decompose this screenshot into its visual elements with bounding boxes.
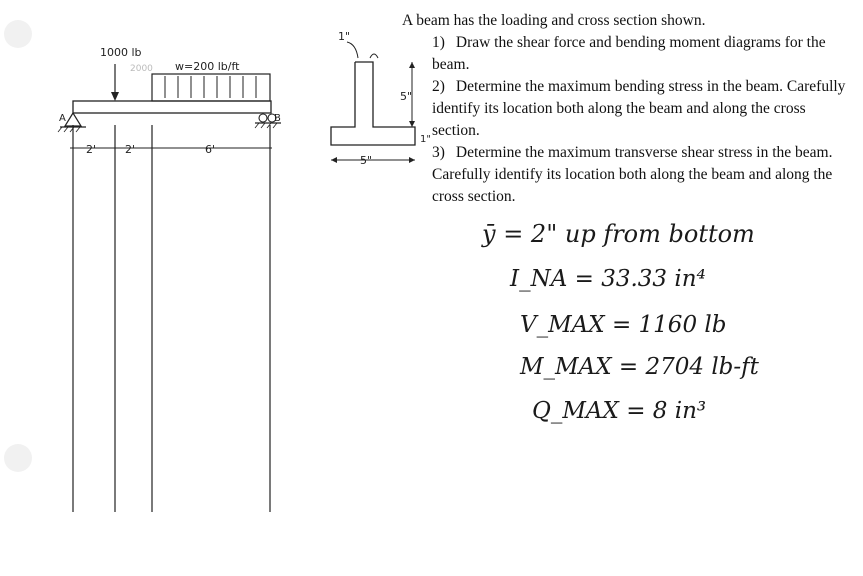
distributed-load-label: w=200 lb/ft: [175, 60, 240, 73]
answer-ybar: ȳ = 2" up from bottom: [482, 220, 755, 248]
support-a-label: A: [59, 113, 66, 124]
roller-support-b: [259, 114, 267, 122]
dim-3: 6': [205, 143, 216, 156]
item-number: 2): [432, 78, 445, 95]
flange-thickness-label: 1": [338, 30, 351, 43]
cross-section: [331, 62, 415, 145]
point-load-label: 1000 lb: [100, 46, 142, 59]
diagram-guide-lines: [73, 125, 270, 512]
hole-punch-top: [4, 20, 32, 48]
answer-mmax: M_MAX = 2704 lb-ft: [520, 354, 759, 380]
hole-punch-bottom: [4, 444, 32, 472]
support-b-label: B: [274, 113, 281, 124]
item-number: 3): [432, 144, 445, 161]
web-height-label: 5": [400, 90, 413, 103]
problem-item-3: [432, 142, 852, 208]
problem-item-1: [432, 32, 852, 76]
distributed-load-arrows: [165, 76, 256, 98]
problem-intro: A beam has the loading and cross section shown.: [402, 12, 706, 29]
pin-support-a: [65, 113, 81, 126]
dim-2: 2': [125, 143, 136, 156]
smudge-text: 2000: [130, 64, 153, 74]
point-load-arrowhead: [111, 92, 119, 101]
bottom-thickness-label: 1": [420, 134, 431, 145]
width-label: 5": [360, 154, 373, 167]
answer-qmax: Q_MAX = 8 in³: [532, 398, 707, 424]
answer-vmax: V_MAX = 1160 lb: [520, 312, 727, 338]
beam: [73, 101, 271, 113]
item-text: Determine the maximum bending stress in the beam. Carefully identify its location both along the beam and along the cross section.: [432, 78, 846, 139]
dim-1: 2': [86, 143, 97, 156]
distributed-load-block: [152, 74, 270, 101]
problem-item-2: [432, 76, 852, 142]
item-number: 1): [432, 34, 445, 51]
item-text: Determine the maximum transverse shear stress in the beam. Carefully identify its location both along the beam and along the cross section.: [432, 144, 833, 205]
item-text: Draw the shear force and bending moment diagrams for the beam.: [432, 34, 826, 73]
answer-ina: I_NA = 33.33 in⁴: [510, 266, 706, 292]
